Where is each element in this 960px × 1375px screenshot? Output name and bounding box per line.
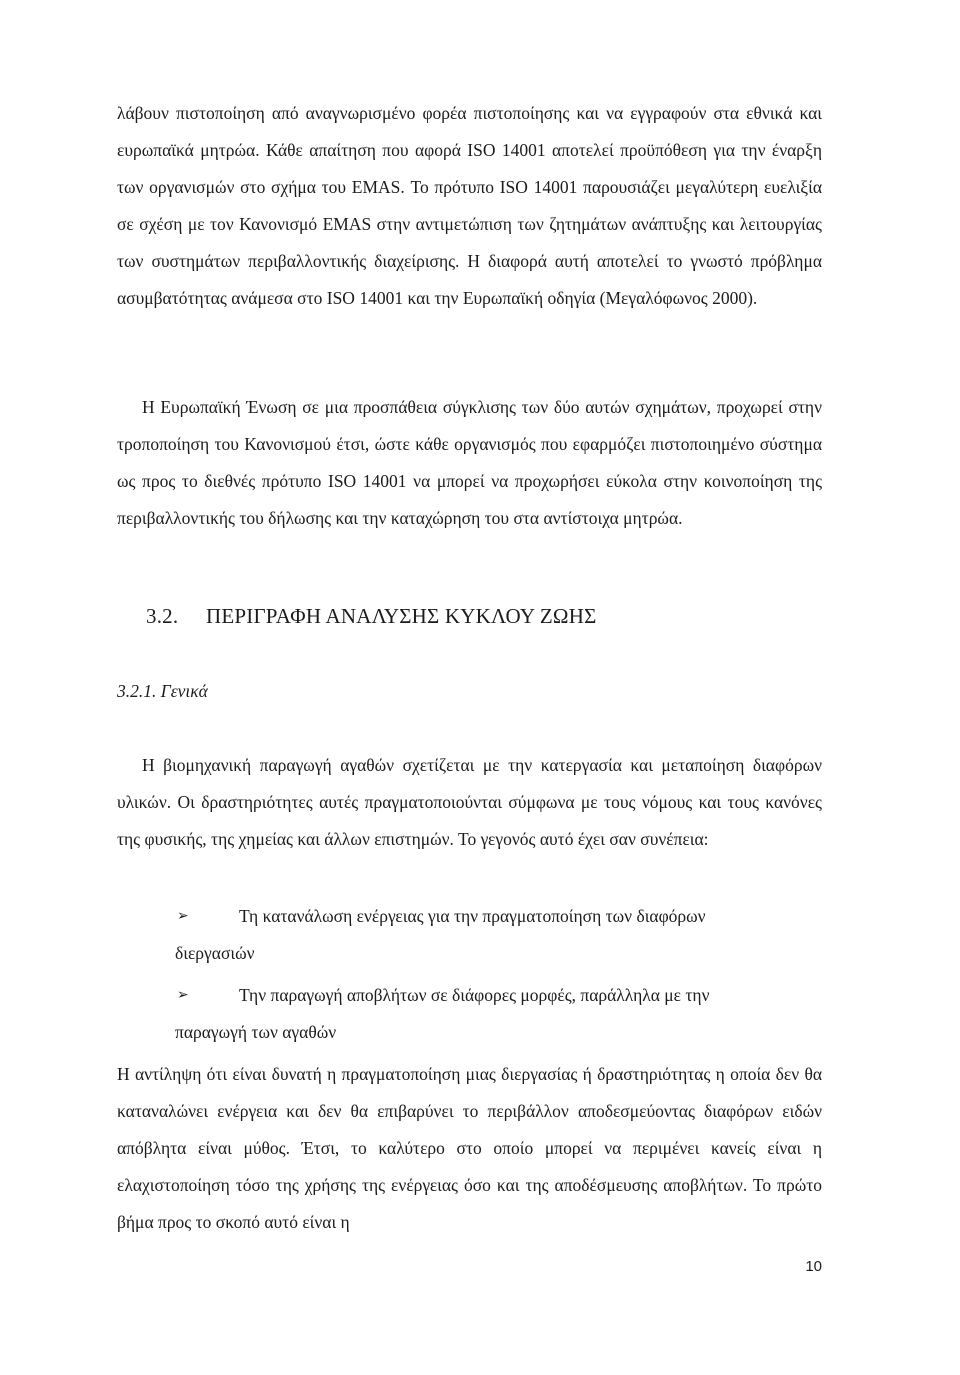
bullet-item-waste: [117, 977, 822, 1051]
arrowhead-bullet-icon: ➢: [177, 908, 189, 924]
paragraph-emas-iso: λάβουν πιστοποίηση από αναγνωρισμένο φορέα πιστοποίησης και να εγγραφούν στα εθνικά και ευρωπαϊκά μητρώα. Κάθε απαίτηση που αφορά ISO 14001 αποτελεί προϋπόθεση για την έναρξη των οργανισμών στο σχήμα του EMAS. Το πρότυπο ISO 14001 παρουσιάζει μεγαλύτερη ευελιξία σε σχέση με τον Κανονισμό EMAS στην αντιμετώπιση των ζητημάτων ανάπτυξης και λειτουργίας των συστημάτων περιβαλλοντικής διαχείρισης. Η διαφορά αυτή αποτελεί το γνωστό πρόβλημα ασυμβατότητας ανάμεσα στο ISO 14001 και την Ευρωπαϊκή οδηγία (Μεγαλόφωνος 2000).: [117, 103, 822, 308]
bullet-item-energy: [117, 898, 822, 972]
paragraph-industrial-production: Η βιομηχανική παραγωγή αγαθών σχετίζεται με την κατεργασία και μεταποίηση διαφόρων υλικών. Οι δραστηριότητες αυτές πραγματοποιούνται σύμφωνα με τους νόμους και τους κανόνες της φυσικής, της χημείας και άλλων επιστημών. Το γεγονός αυτό έχει σαν συνέπεια:: [117, 755, 822, 849]
paragraph-myth: Η αντίληψη ότι είναι δυνατή η πραγματοποίηση μιας διεργασίας ή δραστηριότητας η οποία δεν θα καταναλώνει ενέργεια και δεν θα επιβαρύνει το περιβάλλον αποδεσμεύοντας διαφόρων ειδών απόβλητα είναι μύθος. Έτσι, το καλύτερο στο οποίο μπορεί να περιμένει κανείς είναι η ελαχιστοποίηση τόσο της χρήσης της ενέργειας όσο και της αποδέσμευσης αποβλήτων. Το πρώτο βήμα προς το σκοπό αυτό είναι η: [117, 1064, 822, 1232]
paragraph-eu-convergence: Η Ευρωπαϊκή Ένωση σε μια προσπάθεια σύγκλισης των δύο αυτών σχημάτων, προχωρεί στην τροποποίηση του Κανονισμού έτσι, ώστε κάθε οργανισμός που εφαρμόζει πιστοποιημένο σύστημα ως προς το διεθνές πρότυπο ISO 14001 να μπορεί να προχωρήσει εύκολα στην κοινοποίηση της περιβαλλοντικής του δήλωσης και την καταχώρηση του στα αντίστοιχα μητρώα.: [117, 397, 822, 528]
section-title: ΠΕΡΙΓΡΑΦΗ ΑΝΑΛΥΣΗΣ ΚΥΚΛΟΥ ΖΩΗΣ: [206, 604, 597, 628]
bullet-continuation: παραγωγή των αγαθών: [175, 1021, 337, 1042]
page-number: 10: [805, 1258, 822, 1275]
bullet-continuation: διεργασιών: [175, 942, 255, 963]
subsection-heading: 3.2.1. Γενικά: [117, 681, 208, 701]
section-number: 3.2.: [146, 604, 179, 628]
bullet-text: Την παραγωγή αποβλήτων σε διάφορες μορφές, παράλληλα με την: [239, 985, 710, 1005]
bullet-text: Τη κατανάλωση ενέργειας για την πραγματοποίηση των διαφόρων: [239, 906, 706, 926]
arrowhead-bullet-icon: ➢: [177, 987, 189, 1003]
section-heading: [146, 604, 597, 629]
